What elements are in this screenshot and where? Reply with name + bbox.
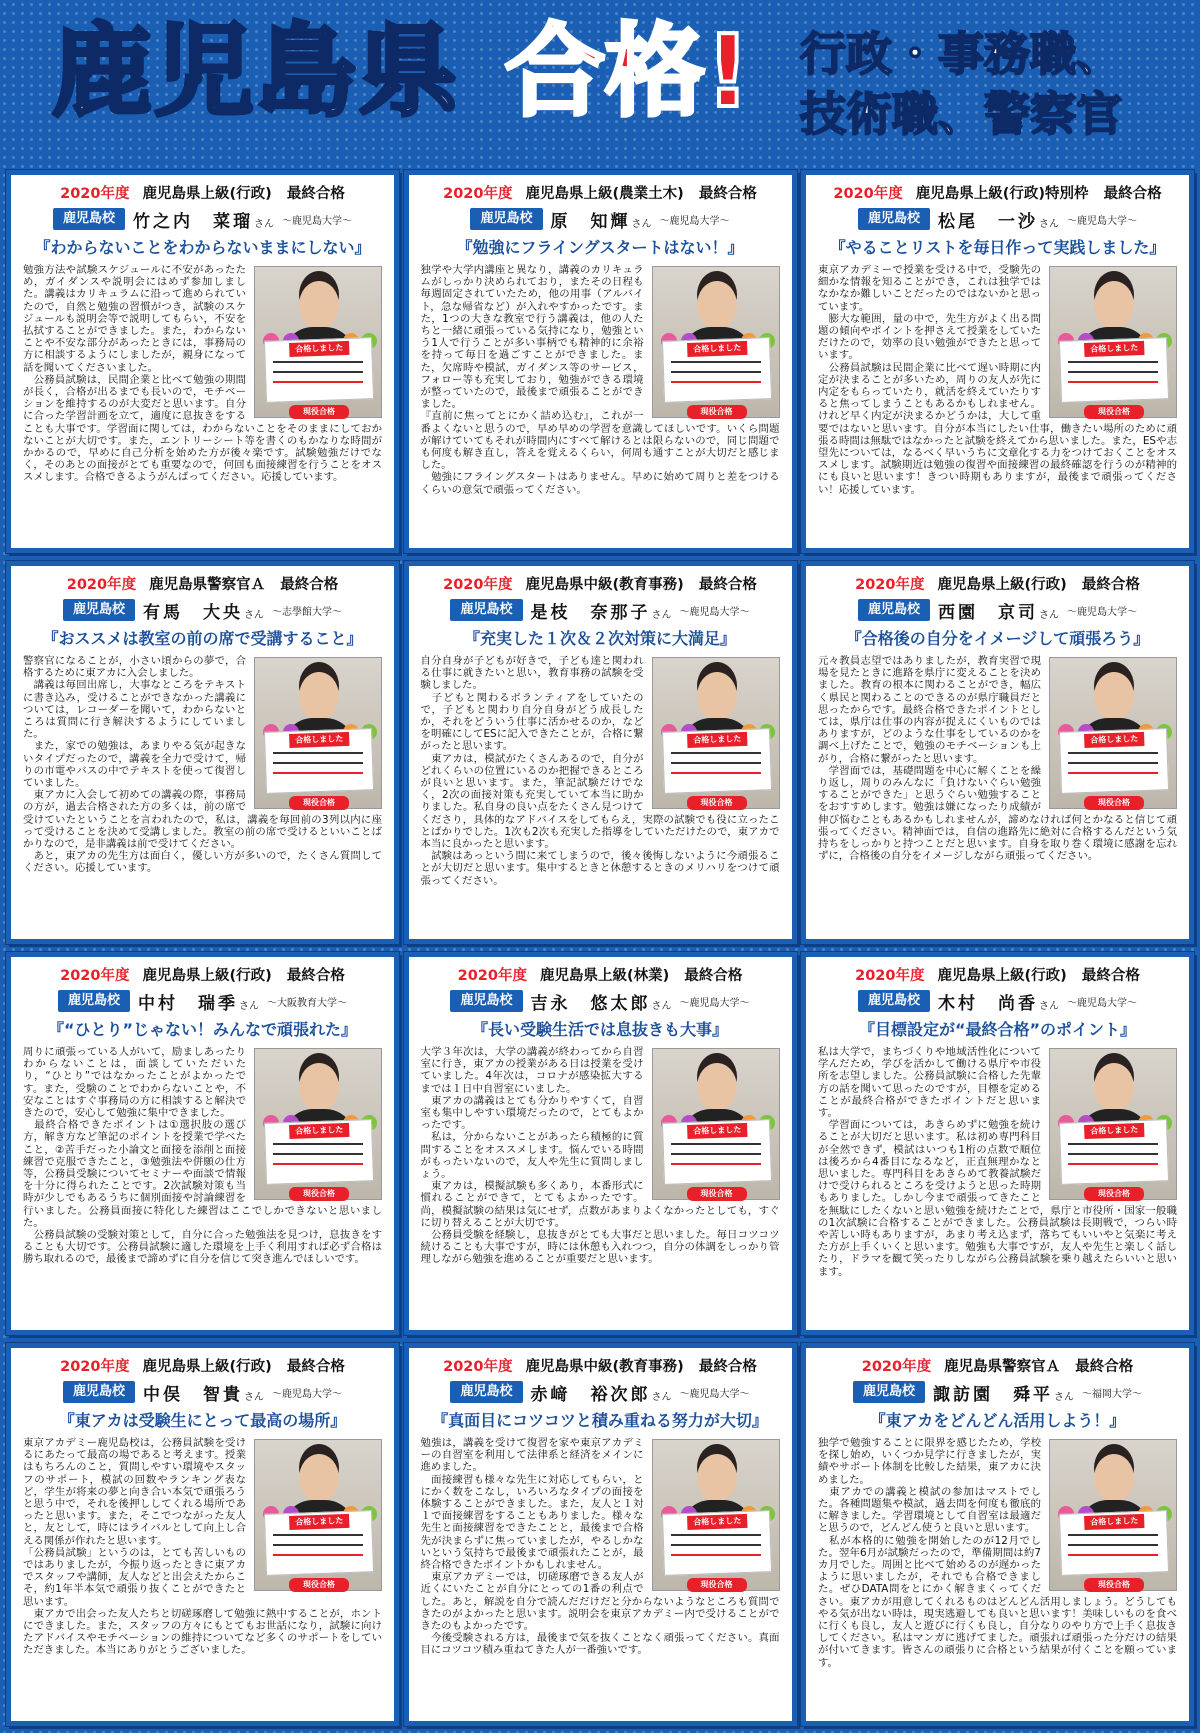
board-tag: 合格しました (1084, 341, 1144, 357)
message-board (661, 728, 771, 794)
exam-line (23, 1356, 382, 1378)
testimonial-headline: 『東アカは受験生にとって最高の場所』 (58, 1411, 347, 1430)
exam-year: 2020年度 (443, 186, 513, 202)
photo-face (697, 672, 737, 720)
school-badge: 鹿児島校 (63, 599, 135, 621)
page-title: 鹿児島県 (52, 13, 460, 130)
exam-result: 最終合格 (684, 968, 743, 984)
student-name-text: 是枝 奈那子 (530, 602, 651, 623)
board-handwriting (273, 752, 363, 754)
board-tag: 合格しました (289, 341, 349, 357)
photo-face (697, 1063, 737, 1111)
photo-face (697, 281, 737, 329)
student-name-text: 赤﨑 裕次郎 (530, 1384, 651, 1405)
exam-result: 最終合格 (286, 1359, 345, 1375)
student-line (23, 1380, 382, 1404)
testimonial-card (801, 1343, 1194, 1726)
board-handwriting (671, 361, 761, 363)
board-tag: 合格しました (289, 732, 349, 748)
testimonial-content (818, 1046, 1177, 1278)
exam-result: 最終合格 (1081, 968, 1140, 984)
testimonial-card (6, 952, 399, 1335)
student-photo (254, 1048, 382, 1200)
board-handwriting (273, 361, 363, 363)
testimonial-content (818, 655, 1177, 862)
honorific: さん (1039, 609, 1059, 621)
exam-name: 鹿児島県上級(行政)特別枠 (915, 186, 1089, 202)
subtitle-line-1: 行政・事務職、 (800, 27, 1122, 81)
school-badge: 鹿児島校 (858, 599, 930, 621)
student-name (938, 207, 1059, 232)
testimonial-card (6, 1343, 399, 1726)
honorific: さん (651, 1391, 672, 1403)
exam-name: 鹿児島県中級(教育事務) (525, 577, 684, 593)
student-name-text: 中俣 智貴 (143, 1384, 243, 1405)
current-pass-badge: 現役合格 (687, 1187, 747, 1201)
school-badge: 鹿児島校 (450, 599, 522, 621)
testimonial-content (818, 1437, 1177, 1669)
testimonial-body: 独学で勉強することに限界を感じたため，学校を探し始め，いくつか見学に行きましたが，実績やサポート体制を比較した結果，東アカに決めました。 東アカでの講義と模試の参加はマストでした。各種問題集や模試，過去問を何度も徹底的に解きました。学習環境として自習室は最適だと思うので，どんどん使うと良いと思います。 私が本格的に勉強を開始したのが12月でした。翌年6月が試験だったので，準備期間は約7カ月でした。周囲と比べて始めるのが遅かったように思いましたが，それでも合格できました。ぜひDATA問をとにかく解きまくってください。東アカが用意してくれるものはどんどん活用しましょう。どうしてもやる気が出ない時は，現実逃避しても良いと思います！美味しいものを食べに行くも良し，友人と遊びに行くも良し，自分なりのやり方で上手く息抜きしてください。私はマンガに逃げてました。頑張れば頑張った分だけの結果が付いてきます。皆さんの頑張りに合格という結果が付くことを願っています。 (818, 1437, 1177, 1669)
current-pass-badge: 現役合格 (289, 405, 349, 419)
board-handwriting (671, 752, 761, 754)
exam-year: 2020年度 (833, 186, 903, 202)
exam-result: 最終合格 (698, 577, 757, 593)
photo-face (1094, 281, 1134, 329)
university: ～志學館大学～ (272, 606, 342, 618)
board-tag: 合格しました (289, 1514, 349, 1530)
testimonial-content (23, 1437, 382, 1657)
board-tag: 合格しました (687, 1123, 747, 1139)
testimonial-body: 周りに頑張っている人がいて，励ましあったりわからないことは，面談していただいたり，“ひとり”ではなかったことがよかったです。また，受験のことでわからないことや，不安なことはすぐ事務局の方に相談すると解決できたので，安心して勉強に集中できました。 最終合格できたポイントは①選択肢の選び方，解き方など筆記のポイントを授業で学べたこと，②苦手だった小論文と面接を添削と面接練習で克服できたこと，③勉強法や併願の仕方等，公務員受験についてセミナーや面談で情報を十分に得られたことです。2次試験対策も当時が少しでもあるうちに個別面接や討論練習を行いました。公務員面接に特化した練習はここでしかできないと思いました。 公務員試験の受験対策として，自分に合った勉強法を見つけ，息抜きをすることも大切です。公務員試験に適した環境を上手く利用すれば必ず合格は勝ち取れるので，最後まで諦めずに自分を信じて突き進んでほしいです。 (23, 1046, 382, 1266)
student-photo (652, 657, 780, 809)
student-line (23, 989, 382, 1013)
student-line (23, 598, 382, 622)
message-board (661, 1510, 771, 1576)
message-board (264, 337, 374, 403)
student-name (133, 207, 274, 232)
message-board (1059, 728, 1169, 794)
honorific: さん (244, 1391, 264, 1403)
testimonial-headline: 『目標設定が“最終合格”のポイント』 (858, 1020, 1137, 1039)
honorific: さん (254, 218, 274, 230)
student-line (818, 1380, 1177, 1404)
student-name-text: 諏訪園 舜平 (933, 1384, 1053, 1405)
message-board (1059, 337, 1169, 403)
photo-face (1094, 1063, 1134, 1111)
board-handwriting (1068, 1534, 1158, 1536)
testimonial-content (421, 1437, 780, 1657)
honorific: さん (1039, 218, 1059, 230)
exam-line (421, 965, 780, 987)
student-photo (652, 1439, 780, 1591)
exam-name: 鹿児島県上級(行政) (937, 577, 1067, 593)
testimonial-card (404, 1343, 797, 1726)
message-board (264, 728, 374, 794)
board-tag: 合格しました (687, 1514, 747, 1530)
pass-banner: 合格! (505, 13, 751, 130)
testimonial-card (404, 561, 797, 944)
current-pass-badge: 現役合格 (687, 1578, 747, 1592)
testimonial-headline: 『やることリストを毎日作って実践しました』 (829, 238, 1166, 257)
student-name-text: 竹之内 菜瑠 (133, 211, 253, 232)
student-name (531, 1380, 672, 1405)
subtitle-line-2: 技術職、警察官 (800, 87, 1122, 141)
testimonial-card (6, 561, 399, 944)
university: ～福岡大学～ (1082, 1388, 1142, 1400)
exam-result: 最終合格 (1075, 1359, 1134, 1375)
testimonial-body: 独学や大学内講座と異なり，講義のカリキュラムがしっかり決められており，またその日程も毎週固定されていたため，他の用事（アルバイト，急な帰省など）が入れやすかったです。また，1つの大きな教室で行う講義は，他の人たちと一緒に頑張っている気持になり，勉強という1人で行うことが多い事柄でも精神的に余裕を持って毎日を過ごすことができました。また，欠席時や模試，ガイダンス等のサービス，フォロー等も充実しており，勉強ができる環境が整っていたので，最後まで頑張ることができました。 『直前に焦ってとにかく詰め込む』，これが一番よくないと思うので，早め早めの学習を意識してほしいです。いくら問題が解けていてもそれが時間内にすべて解けるとは限らないので，同じ問題でも何度も解き直し，答えを覚えるくらい，何周も通すことが大切だと感じました。 勉強にフライングスタートはありません。早めに始めて周りと差をつけるくらいの意気で頑張ってください。 (420, 264, 780, 496)
exam-year: 2020年度 (443, 1359, 513, 1375)
university: ～鹿児島大学～ (1067, 606, 1137, 618)
board-tag: 合格しました (687, 341, 747, 357)
student-name (933, 1380, 1074, 1405)
testimonial-headline: 『“ひとり”じゃない！みんなで頑張れた』 (47, 1020, 358, 1039)
student-line (421, 1380, 780, 1404)
student-name (143, 598, 264, 623)
testimonial-body: 東京アカデミーで授業を受ける中で，受験先の細かな情報を知ることができ，これは独学ではなかなか難しいことだったのではないかと思っています。 膨大な範囲，量の中で，先生方がよく出る問題の傾向やポイントを押さえて授業をしていただけたので，効率の良い勉強ができたと思っています。 公務員試験は民間企業に比べて遅い時期に内定が決まることが多いため，周りの友人が先に内定をもらっていたり，就活を終えていたりすると焦ってしまうこともあるかもしれません。けれど早く内定が決まるかどうかは，大して重要ではないと思います。自分が本当にしたい仕事，働きたい場所のために頑張る時間は無駄ではなかったと試験を終えてから思いました。また，ESや志望先については，なるべく早いうちに文章化する力をつけておくことをオススメします。試験期近は勉強の復習や面接練習の最終確認を行うのが精神的にも良いと思います！きつい時期もありますが，最後まで頑張ってください！応援しています。 (818, 264, 1177, 496)
exam-line (818, 183, 1177, 205)
exam-line (421, 1356, 780, 1378)
honorific: さん (631, 218, 652, 230)
message-board (1059, 1119, 1169, 1185)
honorific: さん (239, 1000, 259, 1012)
testimonial-headline: 『わからないことをわからないままにしない』 (34, 238, 371, 257)
message-board (661, 337, 771, 403)
testimonial-content (23, 655, 382, 875)
testimonial-body: 勉強は，講義を受けて復習を家や東京アカデミーの自習室を利用して法律系と経済をメインに進めました。 面接練習も様々な先生に対応してもらい，とにかく数をこなし，いろいろなタイプの面接を体験することができました。また，友人と１対１で面接練習をすることもありました。様々な先生と面接練習をできたことと，最後まで合格先が決まらずに焦っていましたが，やるしかないという気持ちで最後まで頑張れたことが，最終合格できたポイントかもしれません。 東京アカデミーでは，切磋琢磨できる友人が近くにいたことが自分にとっての1番の利点でした。あと，解説を自分で読んだだけだと分からないようなところも質問できたのがよかったと思います。説明会を東京アカデミー内で受けることができたのもよかったです。 今後受験される方は，最後まで気を抜くことなく頑張ってください。真面目にコツコツ積み重ねてきた人が一番強いです。 (420, 1437, 780, 1657)
testimonial-card (404, 170, 797, 553)
board-handwriting (671, 1143, 761, 1145)
board-tag: 合格しました (1084, 732, 1144, 748)
testimonial-headline: 『充実した１次＆２次対策に大満足』 (463, 629, 736, 648)
exam-name: 鹿児島県警察官Ａ (149, 577, 266, 593)
student-name-text: 原 知輝 (550, 211, 631, 232)
exam-result: 最終合格 (1081, 577, 1140, 593)
school-badge: 鹿児島校 (58, 990, 130, 1012)
exam-name: 鹿児島県上級(行政) (937, 968, 1067, 984)
student-line (818, 207, 1177, 231)
board-handwriting (1068, 1143, 1158, 1145)
student-photo (652, 266, 780, 418)
exam-year: 2020年度 (855, 577, 925, 593)
university: ～大阪教育大学～ (267, 997, 347, 1009)
exam-name: 鹿児島県警察官Ａ (944, 1359, 1061, 1375)
exam-name: 鹿児島県中級(教育事務) (525, 1359, 684, 1375)
photo-face (697, 1454, 737, 1502)
current-pass-badge: 現役合格 (1084, 1187, 1144, 1201)
current-pass-badge: 現役合格 (1084, 1578, 1144, 1592)
school-badge: 鹿児島校 (858, 208, 930, 230)
board-tag: 合格しました (1084, 1514, 1144, 1530)
board-handwriting (1068, 752, 1158, 754)
testimonial-content (23, 264, 382, 484)
university: ～鹿児島大学～ (1067, 215, 1137, 227)
school-badge: 鹿児島校 (450, 990, 522, 1012)
student-line (23, 207, 382, 231)
testimonial-headline: 『長い受験生活では息抜きも大事』 (471, 1020, 728, 1039)
current-pass-badge: 現役合格 (687, 796, 747, 810)
university: ～鹿児島大学～ (679, 997, 750, 1009)
testimonial-body: 私は大学で，まちづくりや地域活性化について学んだため，学びを活かして働ける県庁や市役所を志望しました。公務員試験に合格した先輩方の話を聞いて思ったのですが，目標を定めることが最終合格ができたポイントだと思います。 学習面については，あきらめずに勉強を続けることが大切だと思います。私は初め専門科目が全然できず，模試はいつも1桁の点数で順位は後ろから4番目になるなど，正直無理かなと思いました。専門科目をあきらめて教養試験だけで受けられるところを受けようと思った時期もありました。しかし今まで頑張ってきたことを無駄にしたくないと思い勉強を続けたことで，県庁と市役所・国家一般職の1次試験に合格することができました。公務員試験は長期戦で，つらい時や苦しい時もありますが，あまり考え込まず，落ちてもいいやと気楽に考えた方が上手くいくと思います。勉強も大事ですが，友人や先生と楽しく話したり，ドラマを観て笑ったりしながら公務員試験を乗り越えたらいいと思います。 (818, 1046, 1177, 1278)
photo-face (299, 1454, 339, 1502)
testimonial-content (23, 1046, 382, 1266)
photo-face (299, 672, 339, 720)
student-name-text: 中村 瑞季 (138, 993, 238, 1014)
exam-year: 2020年度 (443, 577, 513, 593)
message-board (1059, 1510, 1169, 1576)
exam-year: 2020年度 (60, 186, 130, 202)
student-photo (1049, 1439, 1177, 1591)
testimonial-headline: 『合格後の自分をイメージして頑張ろう』 (845, 629, 1150, 648)
exam-line (818, 965, 1177, 987)
student-name-text: 松尾 一沙 (938, 211, 1038, 232)
honorific: さん (244, 609, 264, 621)
student-photo (1049, 1048, 1177, 1200)
honorific: さん (1039, 1000, 1059, 1012)
testimonial-headline: 『勉強にフライングスタートはない！』 (456, 238, 744, 257)
exam-name: 鹿児島県上級(行政) (142, 968, 272, 984)
student-name (143, 1380, 264, 1405)
exam-year: 2020年度 (457, 968, 527, 984)
photo-face (299, 281, 339, 329)
current-pass-badge: 現役合格 (1084, 405, 1144, 419)
student-name (938, 598, 1059, 623)
photo-face (1094, 1454, 1134, 1502)
testimonial-content (421, 264, 780, 496)
exam-year: 2020年度 (855, 968, 925, 984)
exam-line (23, 183, 382, 205)
testimonial-body: 元々教員志望ではありましたが，教育実習で現場を見たときに進路を県庁に変えることを決めました。教育の根本に関わることができ，幅広く県民と関わることのできるのが県庁職員だと思ったからです。最終合格できたポイントとしては，県庁は仕事の内容が捉えにくいものではありますが，どのような仕事をしているのかを調べ上げたことで，勉強のモチベーションも上がり，合格に繋がったと思います。 学習面では，基礎問題を中心に解くことを繰り返し，周りのみんなに「負けないぐらい勉強することができた」と思うぐらい勉強することをおすすめします。勉強は嫌になったり成績が伸び悩むこともあるかもしれませんが，諦めなければ何とかなると信じて頑張ってください。精神面では，自信の進路先に絶対に合格するんだという気持ちをしっかりと持つことだと思います。自身を取り巻く環境に感謝を忘れずに，合格後の自分をイメージしながら頑張ってください。 (818, 655, 1177, 863)
honorific: さん (1054, 1391, 1074, 1403)
student-line (818, 598, 1177, 622)
school-badge: 鹿児島校 (470, 208, 542, 230)
exam-result: 最終合格 (280, 577, 339, 593)
exam-line (421, 183, 780, 205)
university: ～鹿児島大学～ (679, 1388, 750, 1400)
student-line (818, 989, 1177, 1013)
testimonial-content (818, 264, 1177, 496)
school-badge: 鹿児島校 (53, 208, 125, 230)
testimonial-body: 自分自身が子どもが好きで，子ども達と関われる仕事に就きたいと思い，教育事務の試験を受験しました。 子どもと関わるボランティアをしていたので，子どもと関わり自分自身がどう成長したか，それをどういう仕事に活かせるのか，などを明確にしてESに記入できたことが，合格に繋がったと思います。 東アカは，模試がたくさんあるので，自分がどれくらいの位置にいるのか把握できるところが良いと思います。また，筆記試験だけでなく，2次の面接対策も充実していて本当に助かりました。私自身の良い点をたくさん見つけてくださり，具体的なアドバイスをしてもらえ，実際の試験でも役に立ったことばかりでした。1次も2次も充実した指導をしていただけたので，東アカで本当に良かったと思います。 試験はあっという間に来てしまうので，後々後悔しないように今頑張ることが大切だと思います。集中するときと休憩するときのメリハリをつけて頑張ってください。 (420, 655, 780, 887)
school-badge: 鹿児島校 (63, 1381, 135, 1403)
school-badge: 鹿児島校 (858, 990, 930, 1012)
university: ～鹿児島大学～ (1067, 997, 1137, 1009)
board-tag: 合格しました (289, 1123, 349, 1139)
student-name-text: 吉永 悠太郎 (530, 993, 651, 1014)
exam-result: 最終合格 (698, 186, 757, 202)
exam-name: 鹿児島県上級(林業) (540, 968, 670, 984)
university: ～鹿児島大学～ (282, 215, 352, 227)
current-pass-badge: 現役合格 (289, 1187, 349, 1201)
board-tag: 合格しました (1084, 1123, 1144, 1139)
current-pass-badge: 現役合格 (1084, 796, 1144, 810)
student-line (421, 598, 780, 622)
message-board (661, 1119, 771, 1185)
exam-year: 2020年度 (861, 1359, 932, 1375)
testimonial-grid (6, 170, 1194, 1726)
student-photo (254, 1439, 382, 1591)
testimonial-card (404, 952, 797, 1335)
testimonial-body: 勉強方法や試験スケジュールに不安があったため，ガイダンスや説明会にはめず参加しました。講義はカリキュラムに沿って進められていたので，自然と勉強の習慣がつき，試験のスケジュールも説明会等で説明してもらい，不安を払拭することができました。また，わからないことや不安な部分があったときには，事務局の方に相談するようにしましたが，親身になって話を聞いてくださいました。 公務員試験は，民間企業と比べて勉強の期間が長く，合格が出るまでも長いので，モチベーションを維持するのが大変だと思います。自分に合った学習計画を立て，適度に息抜きをすることも大事です。学習面に関しては，わからないことをそのままにしておかないことが大切です。また，エントリーシート等を書くのもかなりな時間がかかるので，早めに自己分析を始めた方が後々楽です。試験勉強だけでなく，そのあとの面接がとても重要なので，何回も面接練習を行うことをオススメします。合格できるようがんばってください。応援しています。 (23, 264, 382, 484)
student-line (421, 989, 780, 1013)
student-photo (254, 266, 382, 418)
exam-name: 鹿児島県上級(行政) (142, 1359, 272, 1375)
board-handwriting (1068, 361, 1158, 363)
testimonial-body: 東京アカデミー鹿児島校は，公務員試験を受けるにあたって最高の場であると考えます。授業はもちろんのこと，質問しやすい環境やスタッフのサポート，模試の回数やランキング表など，学生が将来の夢と向き合い本気で頑張ろうと思う中で，それを後押ししてくれる場所であったと思います。また，そこでつながった友人と，友として，時にはライバルとして向上し合える関係が作れたと思います。 「公務員試験」というのは，とても苦しいものではありましたが，今振り返ったときに東アカでスタッフや講師，友人などと出会えたからこそ，約1年半本気で頑張り抜くことができたと思います。 東アカで出会った友人たちと切磋琢磨して勉強に熱中することが，ホントにできました。また，スタッフの方々にもとてもお世話になり，試験に向けたアドバイスやモチベーションの維持についてなど多くのサポートをしていただきました。本当にありがとうございました。 (23, 1437, 382, 1657)
university: ～鹿児島大学～ (679, 606, 750, 618)
current-pass-badge: 現役合格 (289, 1578, 349, 1592)
page-header (0, 0, 1200, 160)
honorific: さん (651, 609, 672, 621)
board-handwriting (273, 1143, 363, 1145)
student-name (531, 598, 672, 623)
exam-name: 鹿児島県上級(農業土木) (525, 186, 684, 202)
student-photo (652, 1048, 780, 1200)
exam-year: 2020年度 (60, 1359, 130, 1375)
student-photo (1049, 657, 1177, 809)
student-name (938, 989, 1059, 1014)
testimonial-card (801, 952, 1194, 1335)
current-pass-badge: 現役合格 (289, 796, 349, 810)
testimonial-content (421, 655, 780, 887)
exam-result: 最終合格 (286, 968, 345, 984)
page-subtitle (800, 24, 1180, 144)
school-badge: 鹿児島校 (450, 1381, 522, 1403)
testimonial-headline: 『東アカをどんどん活用しよう！』 (869, 1411, 1126, 1430)
student-name-text: 有馬 大央 (143, 602, 243, 623)
exam-result: 最終合格 (286, 186, 345, 202)
board-tag: 合格しました (687, 732, 747, 748)
board-handwriting (273, 1534, 363, 1536)
student-photo (254, 657, 382, 809)
exam-line (818, 574, 1177, 596)
exam-year: 2020年度 (66, 577, 137, 593)
student-name (138, 989, 259, 1014)
student-name-text: 西園 京司 (938, 602, 1038, 623)
school-badge: 鹿児島校 (853, 1381, 925, 1403)
student-name-text: 木村 尚香 (938, 993, 1038, 1014)
testimonial-body: 警察官になることが，小さい頃からの夢で，合格するために東アカに入会しました。 講義は毎回出席し，大事なところをテキストに書き込み，受けることができなかった講義については，レコーダーを聞いて，わからないところは質問に行き解決するようにしていました。 また，家での勉強は，あまりやる気が起きないタイプだったので，講義を全力で受けて，帰りの市電やバスの中でテキストを使って復習していました。 東アカに入会して初めての講義の際，事務局の方が，過去合格された方の多くは，前の席で受けていたということを言われたので，私は，講義を毎回前の3列以内に座って受けることを決めて受講しました。教室の前の席で受けるといいことばかりなので，是非講義は前で受けてください。 あと，東アカの先生方は面白く，優しい方が多いので，たくさん質問してください。応援しています。 (23, 655, 382, 875)
testimonial-card (6, 170, 399, 553)
university: ～鹿児島大学～ (272, 1388, 342, 1400)
testimonial-headline: 『おススメは教室の前の席で受講すること』 (42, 629, 363, 648)
exam-year: 2020年度 (60, 968, 130, 984)
student-line (421, 207, 780, 231)
testimonial-content (421, 1046, 780, 1266)
testimonial-card (801, 170, 1194, 553)
university: ～鹿児島大学～ (659, 215, 730, 227)
board-handwriting (671, 1534, 761, 1536)
honorific: さん (651, 1000, 672, 1012)
exam-result: 最終合格 (698, 1359, 757, 1375)
exam-line (818, 1356, 1177, 1378)
student-name (551, 207, 652, 232)
exam-result: 最終合格 (1103, 186, 1162, 202)
message-board (264, 1510, 374, 1576)
photo-face (299, 1063, 339, 1111)
photo-face (1094, 672, 1134, 720)
exam-name: 鹿児島県上級(行政) (142, 186, 272, 202)
testimonial-headline: 『真面目にコツコツと積み重ねる努力が大切』 (432, 1411, 768, 1430)
message-board (264, 1119, 374, 1185)
exam-line (421, 574, 780, 596)
student-photo (1049, 266, 1177, 418)
exam-line (23, 574, 382, 596)
testimonial-card (801, 561, 1194, 944)
testimonial-body: 大学３年次は，大学の講義が終わってから自習室に行き，東アカの授業がある日は授業を受けていました。4年次は，コロナが感染拡大するまでは１日中自習室にいました。 東アカの講義はとても分かりやすくて，自習室も集中しやすい環境だったので，とてもよかったです。 私は，分からないことがあったら積極的に質問することをオススメします。悩んでいる時間がもったいないので，友人や先生に質問しましょう。 東アカは，模擬試験も多くあり，本番形式に慣れることができて，とてもよかったです。尚，模擬試験の結果は気にせず，点数があまりよくなかったとしても，すぐに切り替えることが大切です。 公務員受験を経験し，息抜きがとても大事だと思いました。毎日コツコツ続けることも大事ですが，時には休憩も入れつつ，自分の体調をしっかり管理しながら勉強を進めることが重要だと思います。 (420, 1046, 780, 1266)
student-name (531, 989, 672, 1014)
exam-line (23, 965, 382, 987)
current-pass-badge: 現役合格 (687, 405, 747, 419)
